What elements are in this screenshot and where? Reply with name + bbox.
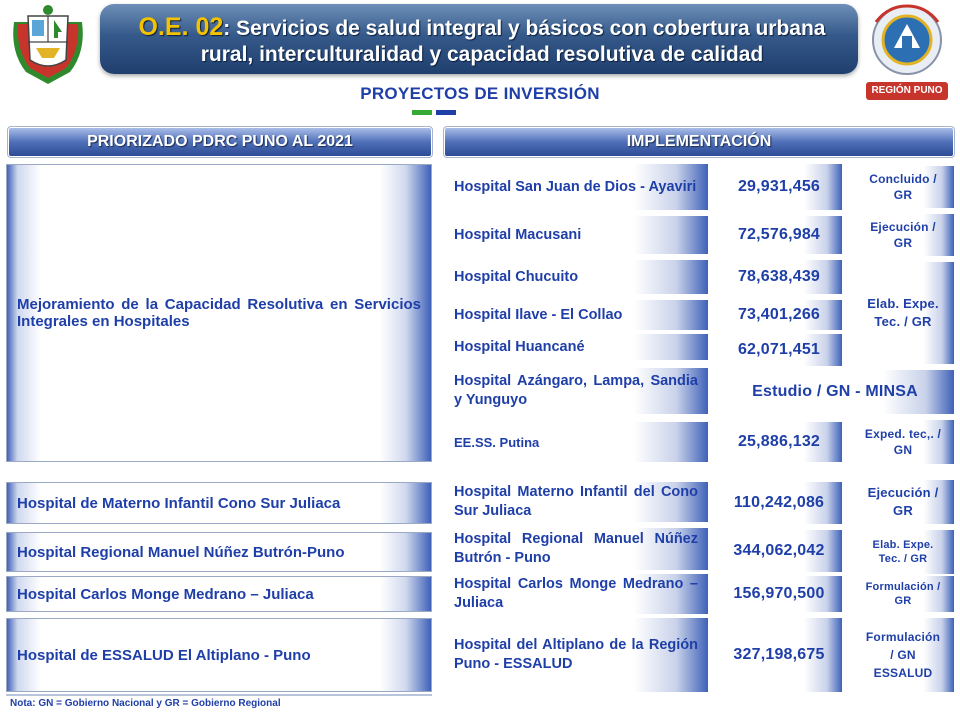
footnote (6, 694, 432, 714)
left-item-carlos-monge (6, 576, 432, 612)
project-name (444, 368, 708, 414)
underline-green (412, 110, 432, 115)
project-status: Concluido / GR (852, 166, 954, 208)
project-amount: 327,198,675 (716, 618, 842, 692)
project-name (444, 334, 708, 360)
left-item-essalud (6, 618, 432, 692)
project-name-text: Hospital Macusani (454, 226, 582, 243)
project-amount: 25,886,132 (716, 422, 842, 462)
project-name-text: EE.SS. Putina (454, 434, 540, 450)
left-item-label: Hospital de ESSALUD El Altiplano - Puno (17, 646, 311, 664)
project-name (444, 482, 708, 522)
project-name (444, 422, 708, 462)
section-subtitle: PROYECTOS DE INVERSIÓN (360, 84, 600, 103)
region-puno-caption: REGIÓN PUNO (866, 82, 948, 100)
left-item-label: Hospital Carlos Monge Medrano – Juliaca (17, 585, 314, 603)
project-amount: 29,931,456 (716, 164, 842, 210)
project-name-text: Hospital Huancané (454, 338, 585, 355)
project-name-text: Hospital Ilave - El Collao (454, 306, 623, 323)
project-status: Formulación / GR (852, 576, 954, 612)
project-name (444, 216, 708, 254)
region-puno-logo (858, 2, 956, 102)
project-name (444, 528, 708, 570)
project-name (444, 164, 708, 210)
project-amount: 78,638,439 (716, 260, 842, 294)
project-amount: 73,401,266 (716, 300, 842, 330)
page-title (112, 14, 852, 68)
right-section-header: IMPLEMENTACIÓN (444, 127, 954, 157)
project-name-text: Hospital San Juan de Dios - Ayaviri (454, 178, 697, 195)
left-item-label: Hospital de Materno Infantil Cono Sur Juliaca (17, 494, 341, 512)
left-item-label: Hospital Regional Manuel Núñez Butrón-Puno (17, 543, 345, 561)
project-name-text: Hospital Materno Infantil del Cono Sur Juliaca (454, 484, 698, 519)
project-status: Formulación / GN ESSALUD (852, 618, 954, 692)
objective-code: O.E. 02 (138, 13, 224, 41)
project-study-status: Estudio / GN - MINSA (716, 370, 954, 414)
left-section-header: PRIORIZADO PDRC PUNO AL 2021 (8, 127, 432, 157)
project-name-text: Hospital Chucuito (454, 268, 579, 285)
project-name-text: Hospital Regional Manuel Núñez Butrón - Puno (454, 531, 698, 566)
peru-coat-of-arms-icon (4, 2, 92, 90)
project-name (444, 260, 708, 294)
project-name-text: Hospital Carlos Monge Medrano – Juliaca (454, 576, 698, 611)
project-status: Ejecución / GR (852, 480, 954, 524)
underline-blue (436, 110, 456, 115)
project-amount: 62,071,451 (716, 334, 842, 366)
footnote-text: Nota: GN = Gobierno Nacional y GR = Gobierno Regional (10, 698, 281, 709)
project-status: Elab. Expe. Tec. / GR (852, 530, 954, 574)
project-amount: 344,062,042 (716, 530, 842, 572)
left-item-capacity-improvement (6, 164, 432, 462)
project-amount: 72,576,984 (716, 216, 842, 254)
project-status: Ejecución / GR (852, 214, 954, 256)
project-status: Exped. tec,. / GN (852, 420, 954, 464)
objective-title: : Servicios de salud integral y básicos con cobertura urbana rural, interculturalidad y capacidad resolutiva de calidad (200, 17, 826, 66)
left-item-regional-nunez (6, 532, 432, 572)
project-name (444, 300, 708, 330)
project-amount: 156,970,500 (716, 576, 842, 612)
project-status-group: Elab. Expe. Tec. / GR (852, 262, 954, 364)
left-item-label: Mejoramiento de la Capacidad Resolutiva en Servicios Integrales en Hospitales (17, 296, 421, 330)
region-puno-emblem-icon (858, 2, 956, 80)
left-item-materno-infantil (6, 482, 432, 524)
project-amount: 110,242,086 (716, 482, 842, 524)
project-name-text: Hospital Azángaro, Lampa, Sandia y Yunguyo (454, 373, 698, 408)
project-name-text: Hospital del Altiplano de la Región Puno - ESSALUD (454, 637, 698, 672)
project-name (444, 574, 708, 614)
project-name (444, 618, 708, 692)
